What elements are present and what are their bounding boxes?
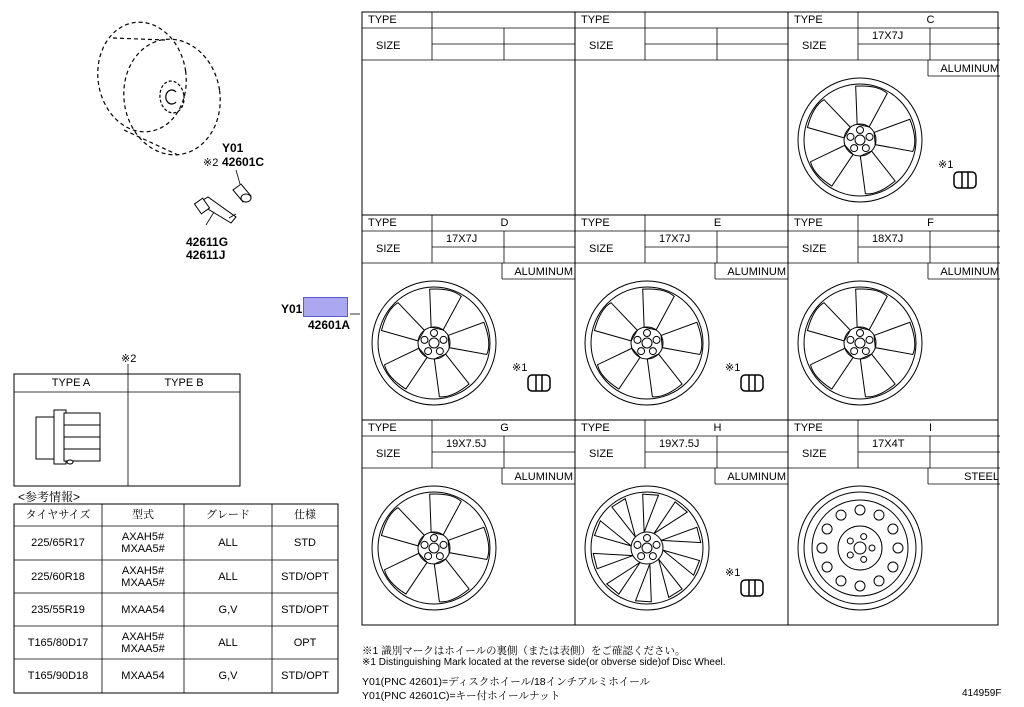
wheel-material-c: ALUMINUM [940,63,999,75]
label-ref-mark-2: ※2 [203,157,219,169]
wheel-type-label-i: TYPE [794,422,823,434]
wheel-size-label-g: SIZE [376,448,401,460]
note-line-4: Y01(PNC 42601C)=キー付ホイールナット [362,690,561,702]
wheel-type-label-blank1: TYPE [368,14,397,26]
wheel-mark-h: ※1 [725,567,741,579]
wheel-size-label-e: SIZE [589,243,614,255]
valve-drawing [194,197,236,223]
note-line-3: Y01(PNC 42601)=ディスクホイール/18インチアルミホイール [362,676,651,688]
wheel-size-value-e: 17X7J [659,233,691,245]
wheel-material-f: ALUMINUM [940,266,999,278]
nut-type-a-header: TYPE A [51,377,91,389]
tire-drawing [91,16,228,161]
wheel-type-value-g: G [500,422,509,434]
distinguishing-mark-icon [741,580,763,596]
wheel-grid [360,10,1000,628]
info-header-tire: タイヤサイズ [25,509,91,521]
wheel-type-label-h: TYPE [581,422,610,434]
info-cell-grade: G,V [218,670,238,682]
wheel-size-label-blank2: SIZE [589,40,614,52]
info-cell-model: MXAA54 [121,670,165,682]
info-cell-model: MXAA54 [121,603,165,616]
label-y01-a: Y01 [222,141,244,155]
figure-id: 414959F [962,688,1002,699]
label-pnc-42611g: 42611G [186,235,229,249]
info-cell-model: AXAH5# MXAA5# [121,531,165,555]
distinguishing-mark-icon [741,375,763,391]
highlight-box[interactable] [303,297,348,317]
wheel-nut-drawing [233,184,251,202]
info-header-model: 型式 [132,509,154,521]
label-pnc-42611j: 42611J [186,248,226,262]
info-cell-spec: OPT [293,636,317,649]
info-cell-tire: T165/90D18 [27,670,89,682]
wheel-type-label-e: TYPE [581,217,610,229]
wheel-material-d: ALUMINUM [514,266,573,278]
wheel-material-i: STEEL [964,471,999,483]
distinguishing-mark-icon [954,172,976,188]
wheel-type-value-h: H [713,422,722,434]
hub-nut-drawing [36,410,100,464]
wheel-size-label-c: SIZE [802,40,827,52]
wheel-type-label-f: TYPE [794,217,823,229]
info-cell-grade: ALL [218,570,238,583]
wheel-material-e: ALUMINUM [727,266,786,278]
info-cell-model: AXAH5# MXAA5# [121,630,165,655]
wheel-type-label-g: TYPE [368,422,397,434]
wheel-mark-e: ※1 [725,362,741,374]
info-cell-spec: STD/OPT [281,603,329,616]
hub-nut-ref-mark: ※2 [121,353,137,365]
wheel-size-value-i: 17X4T [872,438,905,450]
wheel-size-label-f: SIZE [802,243,827,255]
info-cell-grade: ALL [218,636,238,649]
info-header-grade: グレード [206,509,250,521]
info-cell-spec: STD/OPT [281,670,329,682]
info-cell-tire: 225/60R18 [31,570,85,583]
wheel-size-value-h: 19X7.5J [659,438,700,450]
wheel-size-value-g: 19X7.5J [446,438,487,450]
info-header-spec: 仕様 [294,509,316,521]
wheel-material-g: ALUMINUM [514,471,573,483]
label-y01-b: Y01 [281,302,303,316]
info-cell-grade: G,V [218,603,238,616]
wheel-type-value-f: F [927,217,934,229]
wheel-type-label-d: TYPE [368,217,397,229]
wheel-mark-c: ※1 [938,159,954,171]
info-cell-grade: ALL [218,537,238,549]
label-pnc-42601a: 42601A [308,318,351,332]
wheel-size-value-d: 17X7J [446,233,478,245]
wheel-type-value-c: C [926,14,935,26]
info-table-title: <参考情報> [18,490,81,504]
note-line-2: ※1 Distinguishing Mark located at the reverse side(or obverse side)of Disc Wheel. [362,657,726,668]
info-cell-spec: STD/OPT [281,570,329,583]
info-cell-tire: T165/80D17 [27,636,89,649]
wheel-size-value-c: 17X7J [872,30,904,42]
wheel-size-value-f: 18X7J [872,233,904,245]
wheel-size-label-i: SIZE [802,448,827,460]
note-line-1: ※1 識別マークはホイールの裏側（または表側）をご確認ください。 [362,645,686,657]
info-cell-tire: 225/65R17 [31,537,85,549]
wheel-type-value-e: E [713,217,722,229]
info-cell-tire: 235/55R19 [31,603,85,616]
distinguishing-mark-icon [528,375,550,391]
wheel-type-value-i: I [928,422,933,434]
wheel-type-label-blank2: TYPE [581,14,610,26]
wheel-type-value-d: D [500,217,509,229]
wheel-mark-d: ※1 [512,362,528,374]
wheel-size-label-h: SIZE [589,448,614,460]
wheel-size-label-d: SIZE [376,243,401,255]
info-cell-model: AXAH5# MXAA5# [121,564,165,589]
info-cell-spec: STD [294,537,316,549]
label-pnc-42601c: 42601C [222,155,265,169]
wheel-type-label-c: TYPE [794,14,823,26]
nut-type-b-header: TYPE B [164,377,204,389]
wheel-material-h: ALUMINUM [727,471,786,483]
wheel-size-label-blank1: SIZE [376,40,401,52]
